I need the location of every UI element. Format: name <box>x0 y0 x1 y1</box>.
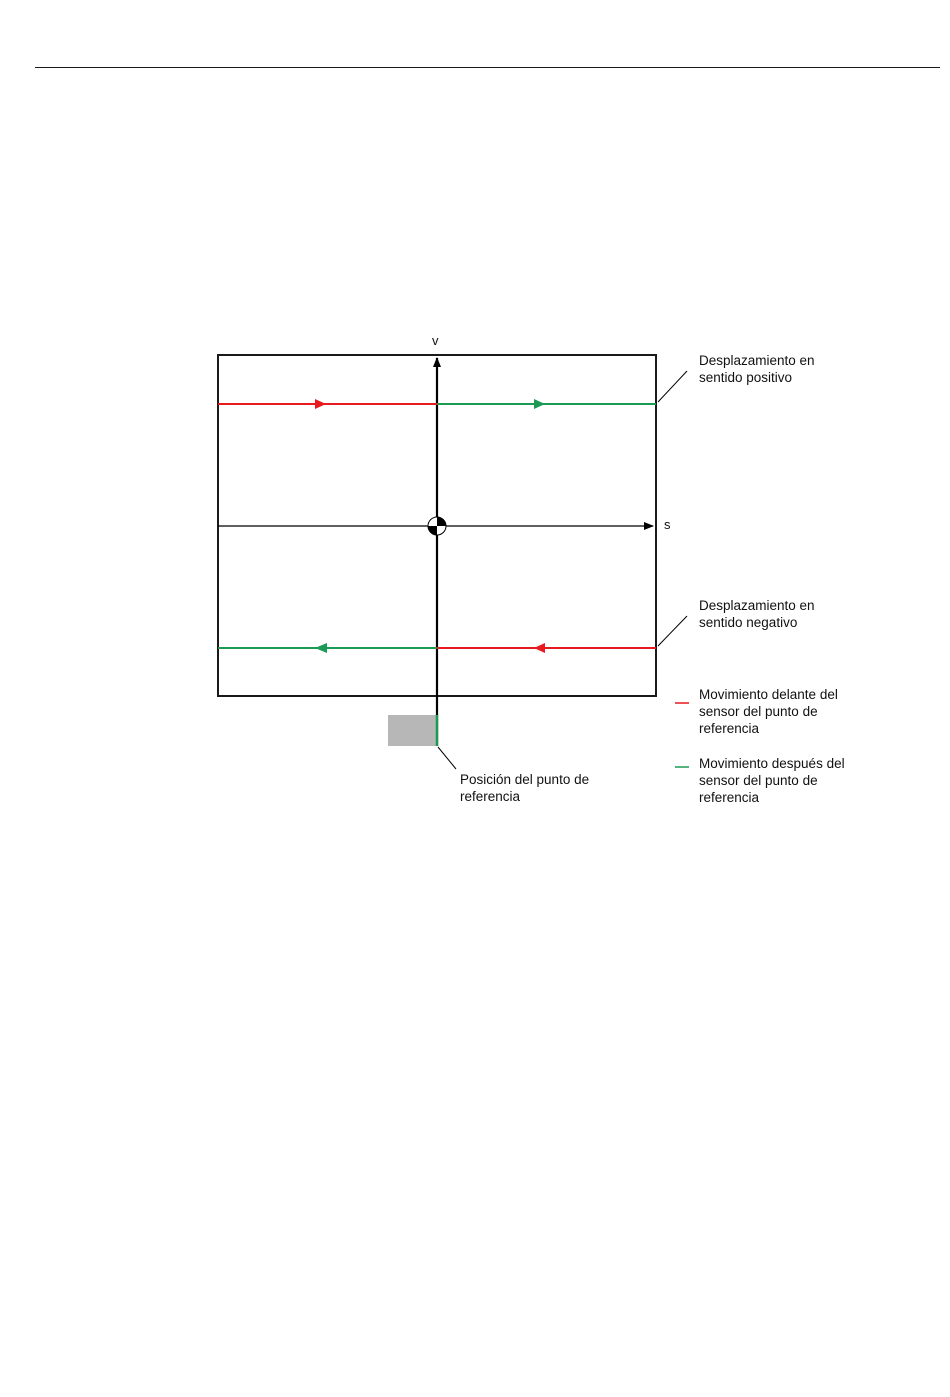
negative-leader-line <box>658 616 687 646</box>
positive-before-sensor-arrow <box>315 399 326 409</box>
reference-position-annotation: Posición del punto de referencia <box>460 772 590 804</box>
positive-after-sensor-arrow <box>534 399 545 409</box>
v-axis-label: v <box>432 333 439 348</box>
reference-leader-line <box>438 747 456 769</box>
legend-after-sensor: Movimiento después del sensor del punto de referencia <box>699 756 845 805</box>
negative-direction-annotation: Desplazamiento en sentido negativo <box>699 598 815 630</box>
reference-position-block <box>388 715 436 746</box>
origin-reference-icon <box>428 517 446 535</box>
negative-after-sensor-arrow <box>315 643 327 653</box>
legend-before-sensor: Movimiento delante del sensor del punto de referencia <box>699 687 838 736</box>
positive-direction-annotation: Desplazamiento en sentido positivo <box>699 353 815 385</box>
s-axis-label: s <box>664 517 671 532</box>
negative-before-sensor-arrow <box>534 643 545 653</box>
positive-leader-line <box>658 371 687 402</box>
